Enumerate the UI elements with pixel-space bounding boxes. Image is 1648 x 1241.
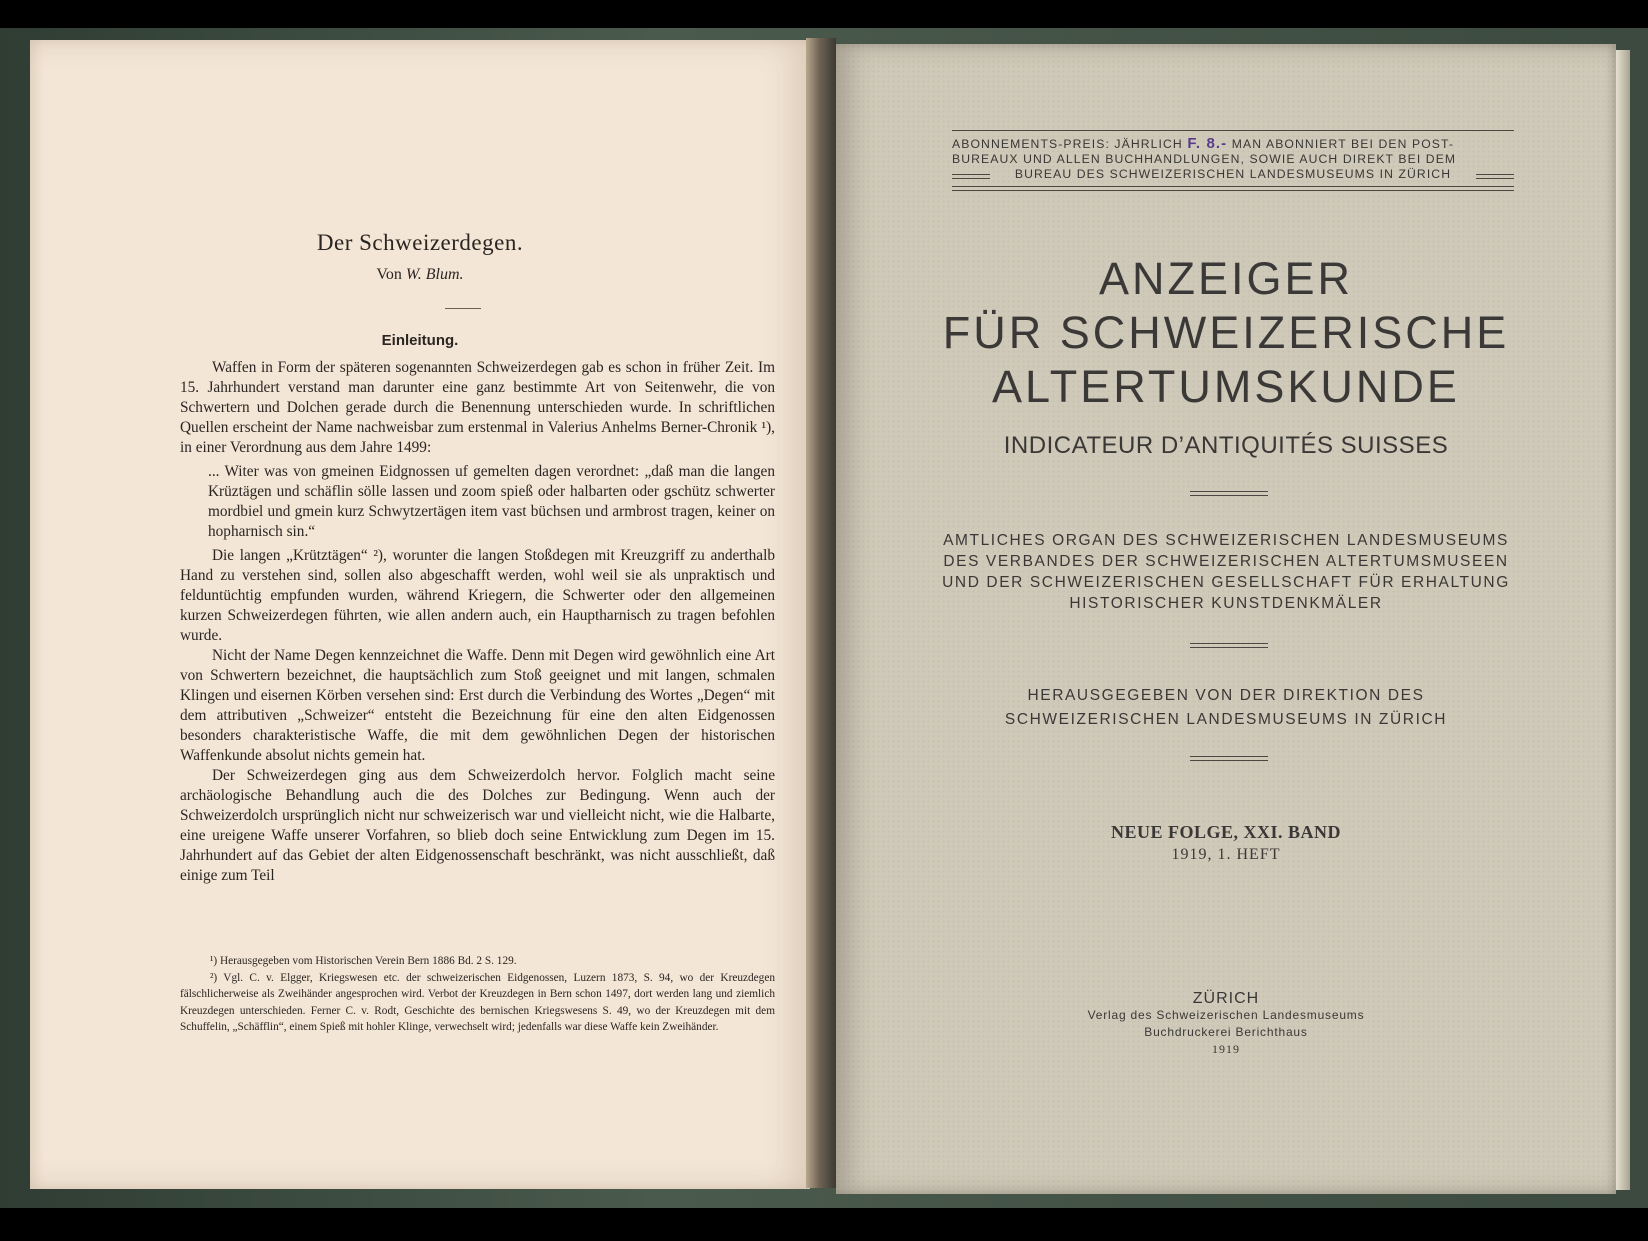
quote-paragraph: ... Witer was von gmeinen Eidgnossen uf gemelten dagen verordnet: „daß man die langen Krüztägen und schäflin sölle lassen und zoom spieß oder halbarten oder gschütz schwerter mordbiel und gmein kurz Schwytzertägen item vast büchsen und armbrost tragen, keiner on hopharnisch sin.“ — [208, 463, 775, 540]
subscription-line-2: BUREAUX UND ALLEN BUCHHANDLUNGEN, SOWIE AUCH DIREKT BEI DEM — [952, 152, 1457, 166]
double-rule — [1190, 756, 1268, 761]
footnote: ²) Vgl. C. v. Elgger, Kriegswesen etc. der schweizerischen Eidgenossen, Luzern 1873, S. 94, wo der Kreuzdegen fälschlicherweise als Zweihänder angesprochen wird. Verbot der Kreuzdegen in Bern schon 1497, dort werden lang und ziemlich Kreuzdegen unterschieden. Ferner C. v. Rodt, Geschichte des bernischen Kriegswesens S. 49, wo der Kreuzdegen mit dem Schuffelin, „Schäfflin“, einem Spieß mit hohler Klinge, verwechselt wird; jedenfalls war diese Waffe kein Zweihänder. — [180, 971, 775, 1033]
title-divider — [445, 308, 481, 309]
body-paragraph: Der Schweizerdegen ging aus dem Schweizerdolch hervor. Folglich macht seine archäologische Behandlung auch die des Dolches zur Bedingung. Wenn auch der Schweizerdolch ursprünglich nicht nur schweizerisch war und vielleicht nicht, wie die Halbarte, eine ureigene Waffe unserer Vorfahren, so blieb doch seine Entwicklung zum Degen im 15. Jahrhundert auf das Gebiet der alten Eidgenossenschaft beschränkt, was nicht ausschließt, daß einige zum Teil — [180, 767, 775, 884]
left-page — [30, 40, 810, 1189]
article-title: Der Schweizerdegen. — [316, 230, 524, 255]
double-rule — [1190, 643, 1268, 648]
title-line: FÜR SCHWEIZERISCHE — [942, 307, 1510, 358]
double-rule — [952, 174, 990, 179]
body-paragraph: Waffen in Form der späteren sogenannten Schweizerdegen gab es schon in früher Zeit. Im 15. Jahrhundert verstand man darunter eine ganz bestimmte Art von Seitenwehr, die von Schwertern und Dolchen gerade durch die Benennung unterschieden wurde. In schriftlichen Quellen erscheint der Name nachweisbar zum erstenmal in Valerius Anhelms Berner-Chronik ¹), in einer Verordnung aus dem Jahre 1499: — [180, 359, 775, 456]
subscription-notice — [952, 130, 1514, 191]
byline-prefix: Von — [376, 266, 402, 283]
quotation — [208, 462, 775, 542]
page-edges — [1616, 50, 1630, 1190]
imprint-publisher: Verlag des Schweizerischen Landesmuseums — [1087, 1008, 1365, 1022]
volume-label: NEUE FOLGE, XXI. BAND — [1110, 822, 1342, 842]
footnote: ¹) Herausgegeben vom Historischen Verein Bern 1886 Bd. 2 S. 129. — [210, 955, 517, 967]
double-rule — [1190, 491, 1268, 496]
book-gutter — [806, 38, 836, 1188]
title-line: ALTERTUMSKUNDE — [992, 361, 1460, 412]
byline — [30, 266, 810, 284]
issue-label: 1919, 1. HEFT — [1171, 846, 1281, 863]
editor-statement: HERAUSGEGEBEN VON DER DIREKTION DES SCHWEIZERISCHEN LANDESMUSEUMS IN ZÜRICH — [1004, 687, 1448, 728]
article-body — [180, 358, 775, 886]
imprint-city: ZÜRICH — [1192, 990, 1260, 1007]
double-rule — [1476, 174, 1514, 179]
author-name: W. Blum. — [405, 266, 464, 283]
section-heading: Einleitung. — [381, 332, 459, 349]
double-rule — [952, 186, 1514, 191]
subscription-line-1: ABONNEMENTS-PREIS: JÄHRLICH F. 8.- MAN ABONNIERT BEI DEN POST- — [952, 135, 1455, 152]
price-stamp: F. 8.- — [1187, 135, 1228, 152]
subscription-line-3: BUREAU DES SCHWEIZERISCHEN LANDESMUSEUMS IN ZÜRICH — [952, 167, 1514, 182]
imprint-year: 1919 — [1212, 1042, 1240, 1056]
body-paragraph: Die langen „Krütztägen“ ²), worunter die langen Stoßdegen mit Kreuzgriff zu anderthalb Hand zu verstehen sind, sollen also abgeschafft werden, wohl weil sie als unpraktisch und felduntüchtig empfunden wurden, während Kriegern, die Schwerter oder den allgemeinen kurzen Schweizerdegen führten, wie allen andern auch, ein Hauptharnisch zu tragen befohlen wurde. — [180, 547, 775, 644]
right-page — [836, 44, 1616, 1194]
imprint-printer: Buchdruckerei Berichthaus — [1144, 1025, 1308, 1039]
body-paragraph: Nicht der Name Degen kennzeichnet die Waffe. Denn mit Degen wird gewöhnlich eine Art von Schwertern bezeichnet, die hauptsächlich zum Stoß geeignet und mit langen, schmalen Klingen und eisernen Körben versehen sind: Erst durch die Verbindung des Wortes „Degen“ mit dem attributiven „Schweizer“ entsteht die Bezeichnung für eine den alten Eidgenossen besonders charakteristische Waffe, die mit dem gewöhnlichen Degen der historischen Waffenkunde absolut nichts gemein hat. — [180, 647, 775, 764]
title-line: ANZEIGER — [1098, 253, 1354, 304]
journal-title — [836, 252, 1616, 414]
official-organ: AMTLICHES ORGAN DES SCHWEIZERISCHEN LANDESMUSEUMS DES VERBANDES DER SCHWEIZERISCHEN ALTERTUMSMUSEEN UND DER SCHWEIZERISCHEN GESELLSCHAFT FÜR ERHALTUNG HISTORISCHER KUNSTDENKMÄLER — [942, 532, 1510, 612]
footnotes — [180, 953, 775, 1036]
imprint — [836, 990, 1616, 1058]
journal-subtitle: INDICATEUR D’ANTIQUITÉS SUISSES — [1003, 432, 1449, 459]
